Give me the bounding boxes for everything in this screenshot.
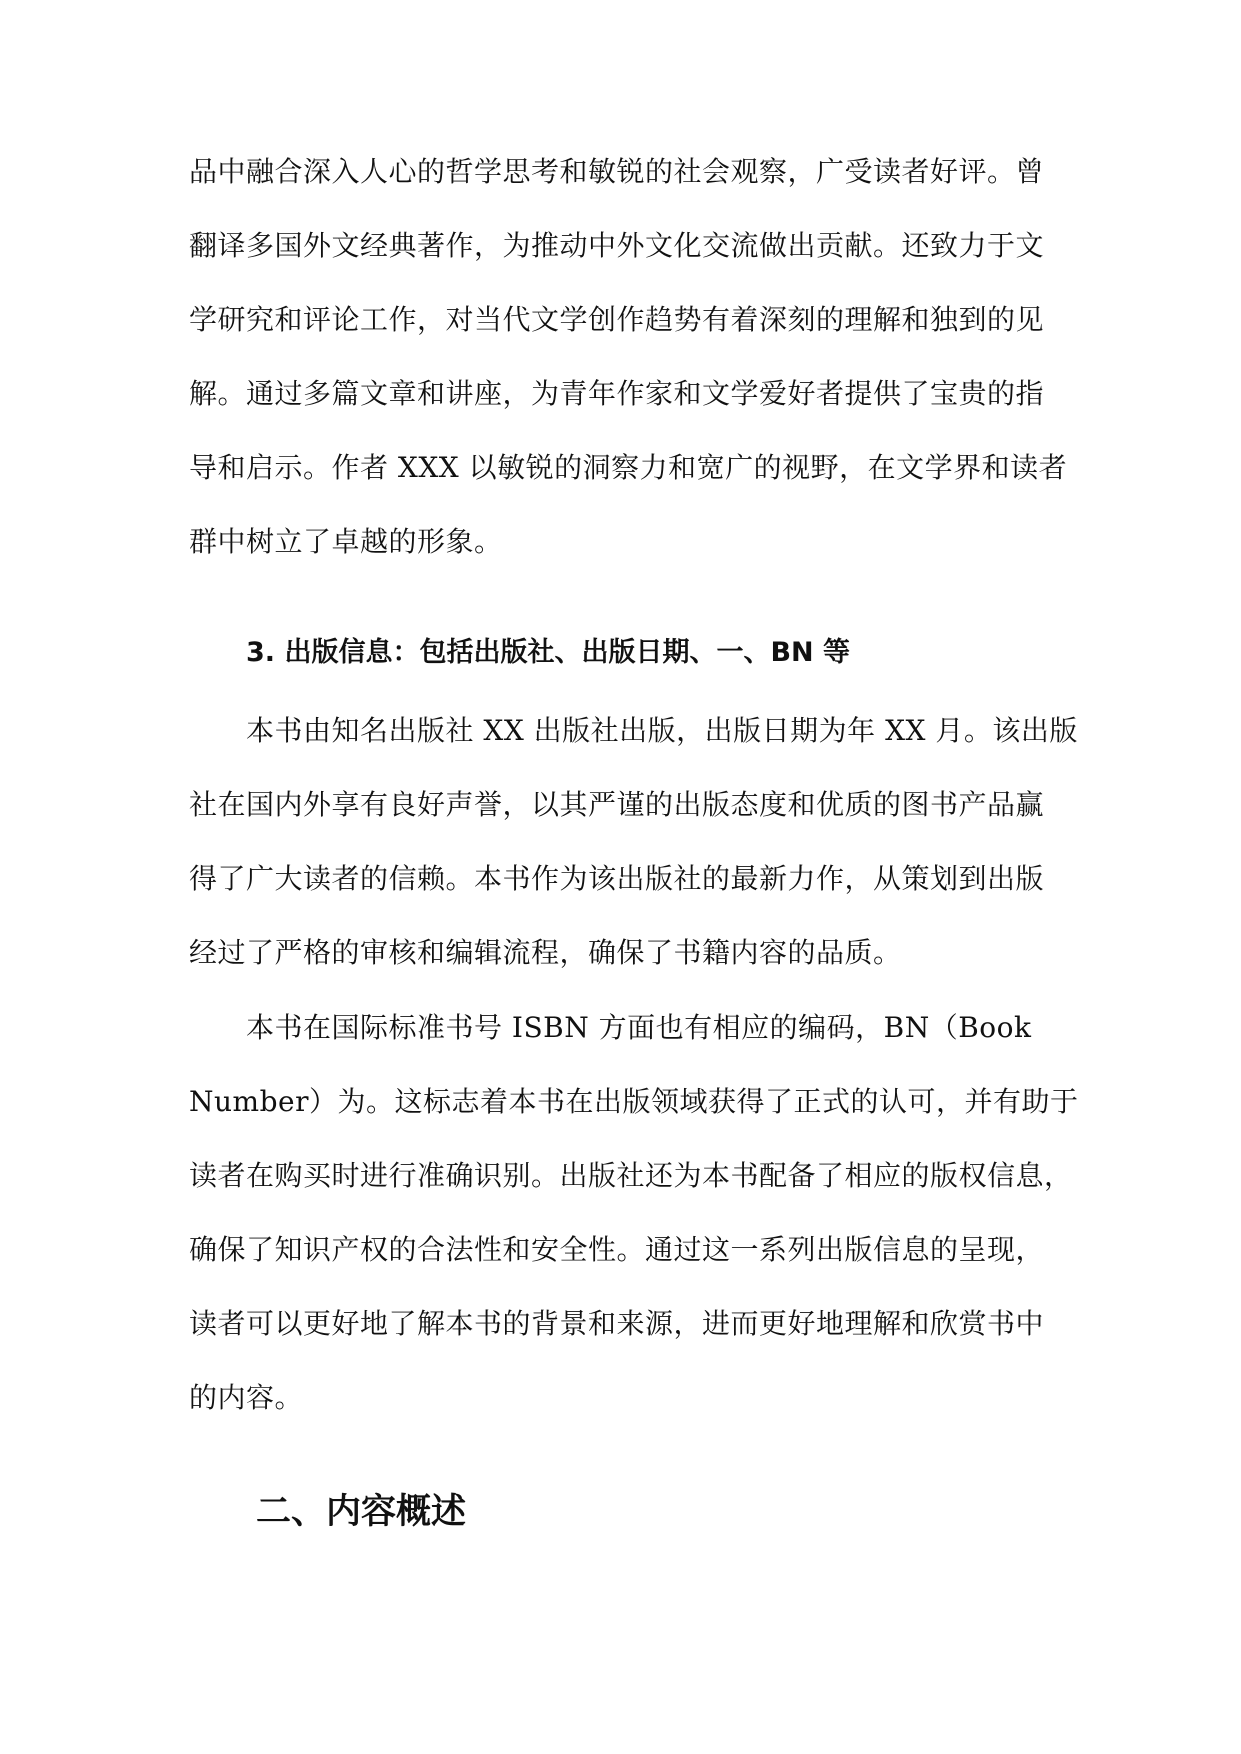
paragraph-line: Number）为。这标志着本书在出版领域获得了正式的认可，并有助于 [189, 1085, 1079, 1118]
paragraph-line: 读者在购买时进行准确识别。出版社还为本书配备了相应的版权信息， [189, 1159, 1073, 1192]
paragraph-line: 读者可以更好地了解本书的背景和来源，进而更好地理解和欣赏书中 [189, 1307, 1045, 1340]
section-heading: 3. 出版信息：包括出版社、出版日期、一、BN 等 [246, 637, 851, 668]
paragraph-line: 得了广大读者的信赖。本书作为该出版社的最新力作，从策划到出版 [189, 862, 1045, 895]
paragraph-line: 本书由知名出版社 XX 出版社出版，出版日期为年 XX 月。该出版 [246, 714, 1078, 747]
chapter-heading: 二、内容概述 [256, 1492, 467, 1532]
paragraph-line: 品中融合深入人心的哲学思考和敏锐的社会观察，广受读者好评。曾 [189, 155, 1045, 188]
paragraph-line: 确保了知识产权的合法性和安全性。通过这一系列出版信息的呈现， [189, 1233, 1045, 1266]
paragraph-line: 的内容。 [189, 1381, 304, 1414]
paragraph-line: 导和启示。作者 XXX 以敏锐的洞察力和宽广的视野，在文学界和读者 [189, 451, 1068, 484]
paragraph-line: 本书在国际标准书号 ISBN 方面也有相应的编码，BN（Book [246, 1011, 1032, 1044]
paragraph-line: 经过了严格的审核和编辑流程，确保了书籍内容的品质。 [189, 936, 902, 969]
paragraph-line: 社在国内外享有良好声誉，以其严谨的出版态度和优质的图书产品赢 [189, 788, 1045, 821]
paragraph-line: 翻译多国外文经典著作，为推动中外文化交流做出贡献。还致力于文 [189, 229, 1045, 262]
paragraph-line: 解。通过多篇文章和讲座，为青年作家和文学爱好者提供了宝贵的指 [189, 377, 1045, 410]
paragraph-line: 群中树立了卓越的形象。 [189, 525, 503, 558]
paragraph-line: 学研究和评论工作，对当代文学创作趋势有着深刻的理解和独到的见 [189, 303, 1045, 336]
